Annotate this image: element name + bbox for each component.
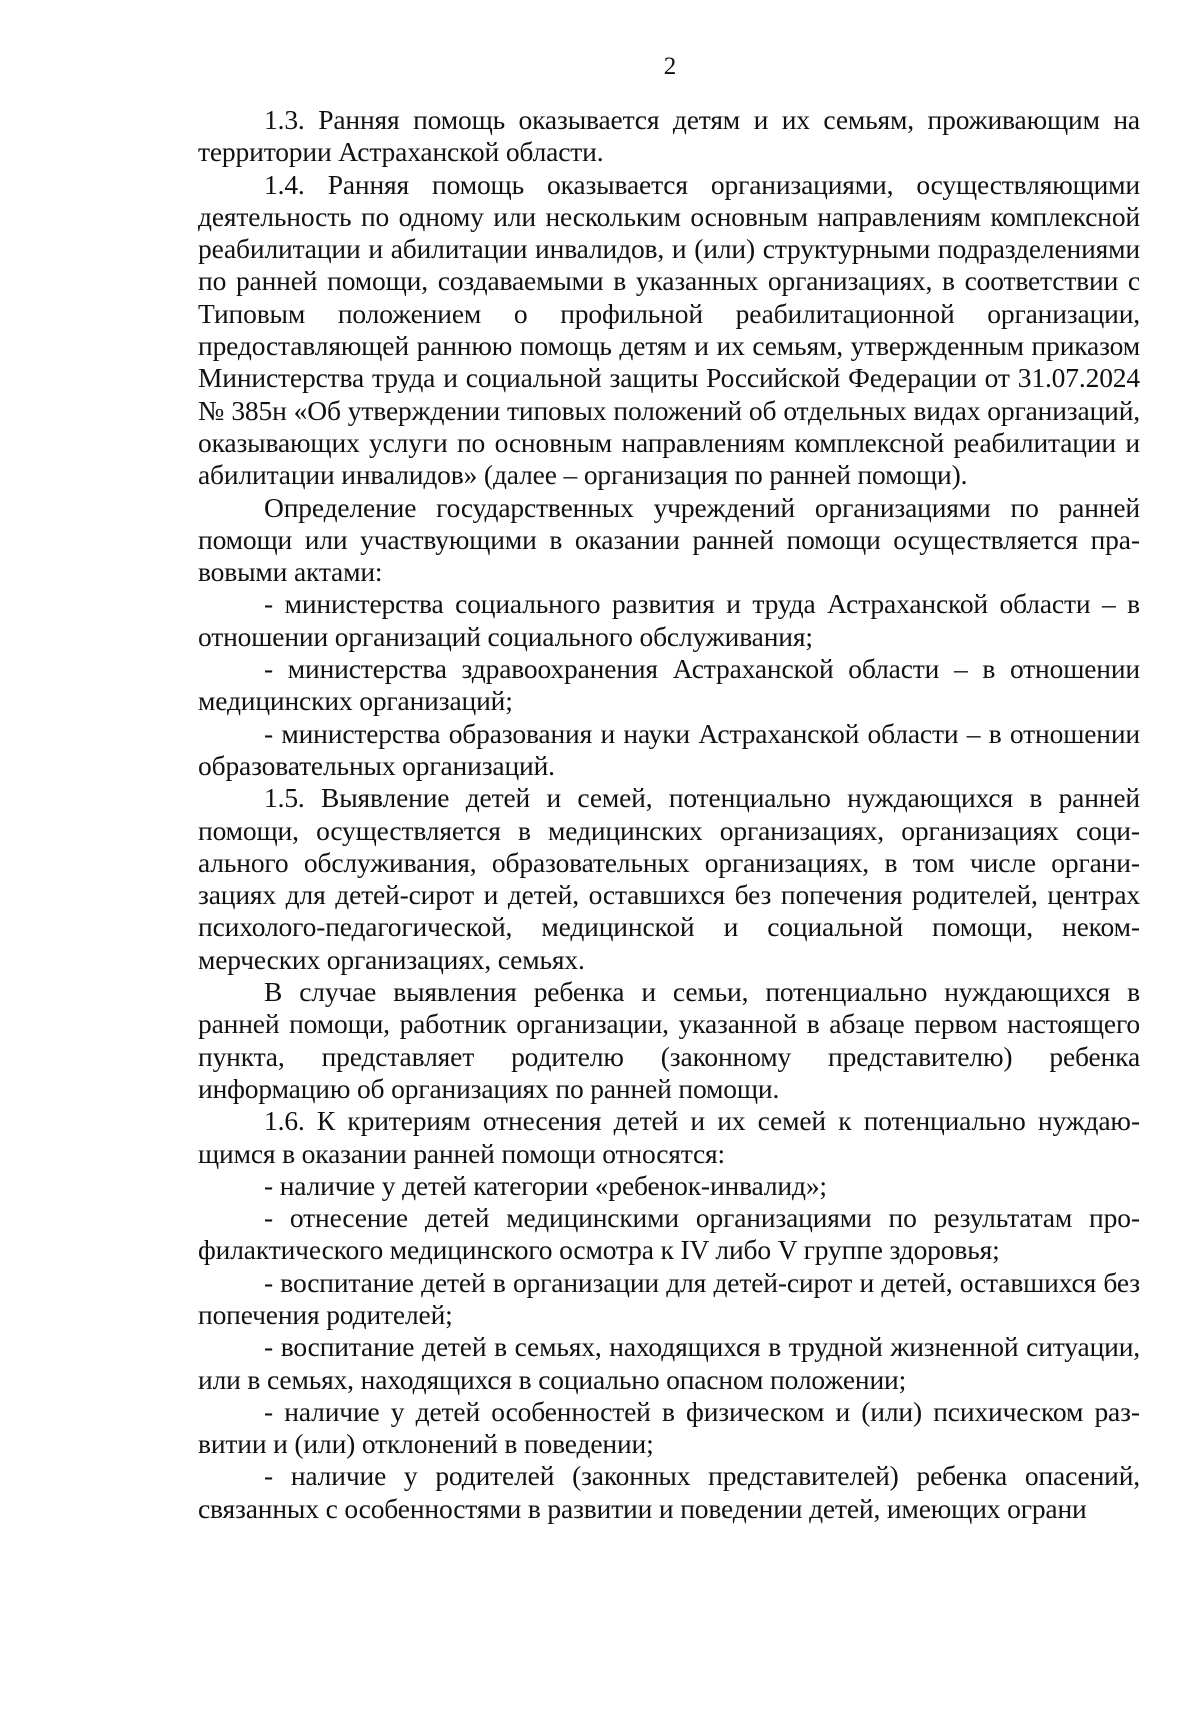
criteria-item-health-group: - отнесение детей медицинскими организациями по результатам профилактического медицинского осмотра к IV либо V группе здоровья; <box>198 1202 1140 1266</box>
document-body <box>198 104 1140 1525</box>
list-item-health-ministry: - министерства здравоохранения Астраханской области – в отношении медицинских организаций; <box>198 653 1140 717</box>
criteria-item-parent-concerns: - наличие у родителей (законных представителей) ребенка опасений, связанных с особенностями в развитии и поведении детей, имеющих ограни <box>198 1460 1140 1524</box>
criteria-item-orphans: - воспитание детей в организации для детей-сирот и детей, оставшихся без попечения родителей; <box>198 1266 1140 1330</box>
criteria-item-disabled-child: - наличие у детей категории «ребенок-инвалид»; <box>264 1169 827 1201</box>
paragraph-1-4: 1.4. Ранняя помощь оказывается организациями, осуществляющими деятельность по одному или нескольким основным направлениям комплексной реабилитации и абилитации инвалидов, и (или) структурными подразделениями по ранней помощи, создаваемыми в указанных организациях, в соответствии с Типовым положением о профильной реабилитационной организации, предоставляющей раннюю помощь детям и их семьям, утвержденным приказом Министерства труда и социальной защиты Российской Федерации от 31.07.2024 № 385н «Об утверждении типовых положений об отдельных видах организаций, оказывающих услуги по основным направлениям комплексной реабилитации и абилитации инвалидов» (далее – организация по ранней помощи). <box>198 168 1140 491</box>
paragraph-1-5: 1.5. Выявление детей и семей, потенциально нуждающихся в ранней помощи, осуществляется в медицинских организациях, организациях социального обслуживания, образовательных организациях, в том числе организациях для детей-сирот и детей, оставшихся без попечения родителей, центрах психолого-педагогической, медицинской и социальной помощи, некоммерческих организациях, семьях. <box>198 782 1140 975</box>
list-item-social-ministry: - министерства социального развития и труда Астраханской области – в отношении организаций социального обслуживания; <box>198 588 1140 652</box>
paragraph-identification: В случае выявления ребенка и семьи, потенциально нуждающихся в ранней помощи, работник организации, указанной в абзаце первом настоящего пункта, представляет родителю (законному представителю) ребенка информацию об организациях по ранней помощи. <box>198 976 1140 1104</box>
paragraph-definition: Определение государственных учреждений организациями по ранней помощи или участвующими в оказании ранней помощи осуществляется правовыми актами: <box>198 491 1140 588</box>
criteria-item-development: - наличие у детей особенностей в физическом и (или) психическом развитии и (или) отклонений в поведении; <box>198 1395 1140 1460</box>
paragraph-1-6: 1.6. К критериям отнесения детей и их семей к потенциально нуждающимся в оказании ранней помощи относятся: <box>198 1105 1140 1169</box>
page-number: 2 <box>663 53 677 80</box>
paragraph-1-3: 1.3. Ранняя помощь оказывается детям и их семьям, проживающим на территории Астраханской области. <box>198 104 1140 168</box>
criteria-item-difficult-situation: - воспитание детей в семьях, находящихся в трудной жизненной ситуации, или в семьях, находящихся в социально опасном положении; <box>198 1331 1140 1395</box>
list-item-education-ministry: - министерства образования и науки Астраханской области – в отношении образовательных организаций. <box>198 717 1140 781</box>
